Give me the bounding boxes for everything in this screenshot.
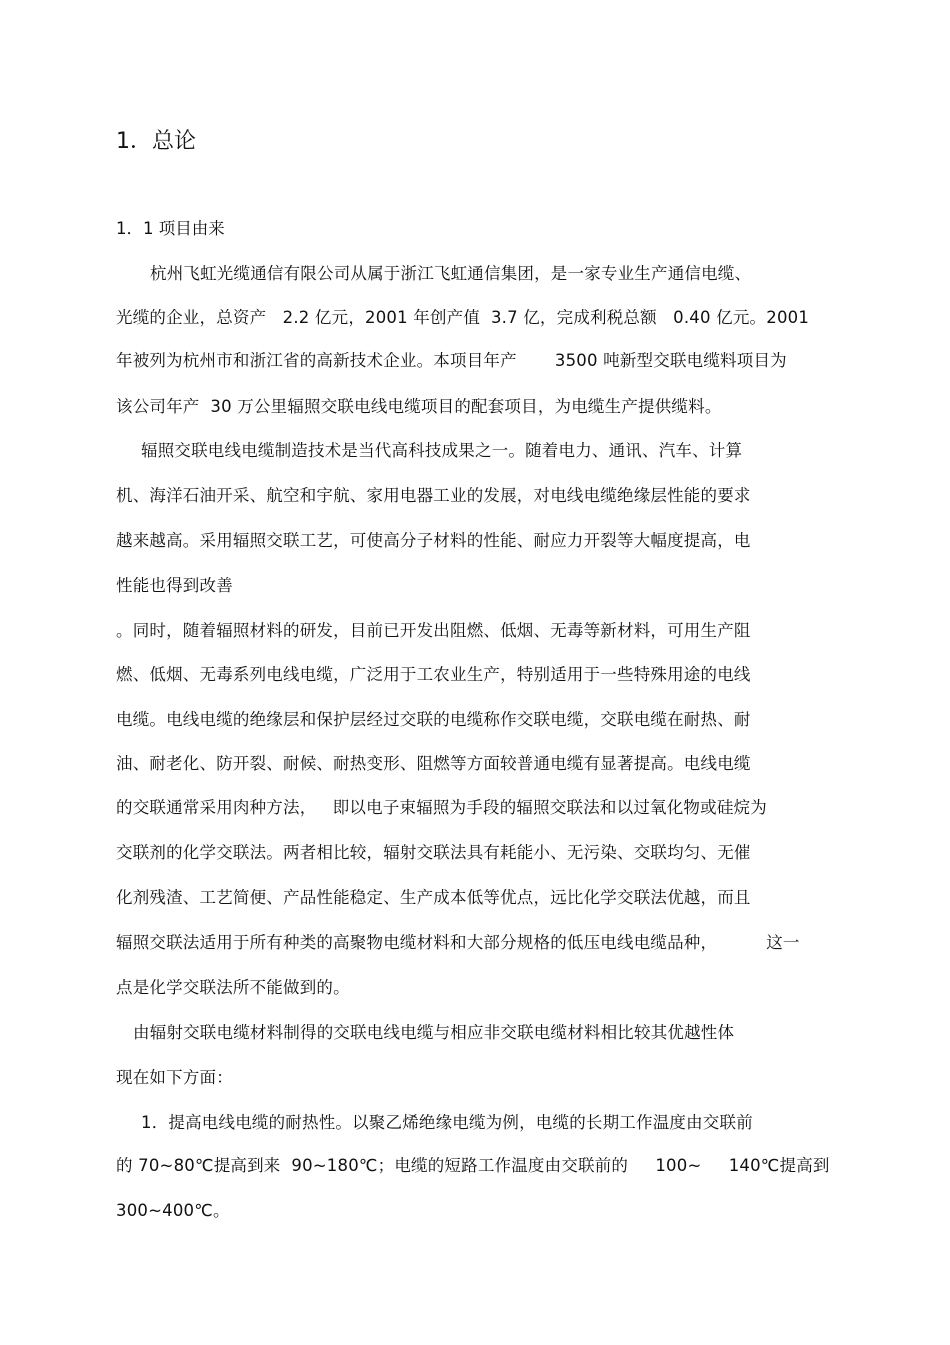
paragraph-line: 杭州飞虹光缆通信有限公司从属于浙江飞虹通信集团，是一家专业生产通信电缆、 (150, 264, 752, 283)
paragraph-line: 光缆的企业，总资产 2.2 亿元，2001 年创产值 3.7 亿，完成利税总额 0.40 亿元。2001 (116, 308, 810, 327)
paragraph-line: 由辐射交联电缆材料制得的交联电线电缆与相应非交联电缆材料相比较其优越性体 (133, 1023, 735, 1042)
paragraph-line: 年被列为杭州市和浙江省的高新技术企业。本项目年产 3500 吨新型交联电缆料项目为 (116, 351, 787, 370)
section-heading: 1．总论 (116, 129, 196, 154)
paragraph-line: 交联剂的化学交联法。两者相比较，辐射交联法具有耗能小、无污染、交联均匀、无催 (116, 843, 751, 862)
paragraph-line: 化剂残渣、工艺简便、产品性能稳定、生产成本低等优点，远比化学交联法优越，而且 (116, 888, 751, 907)
paragraph-line: 电缆。电线电缆的绝缘层和保护层经过交联的电缆称作交联电缆，交联电缆在耐热、耐 (116, 710, 751, 729)
paragraph-line: 点是化学交联法所不能做到的。 (116, 978, 350, 997)
paragraph-line: 辐照交联法适用于所有种类的高聚物电缆材料和大部分规格的低压电线电缆品种， 这一 (116, 933, 800, 952)
paragraph-line: 性能也得到改善 (116, 576, 233, 595)
paragraph-line: 机、海洋石油开采、航空和宇航、家用电器工业的发展，对电线电缆绝缘层性能的要求 (116, 486, 751, 505)
subsection-heading: 1．1 项目由来 (116, 219, 225, 238)
paragraph-line: 的 70~80℃提高到来 90~180℃；电缆的短路工作温度由交联前的 100~ 140℃提高到 (116, 1156, 830, 1175)
paragraph-line: 辐照交联电线电缆制造技术是当代高科技成果之一。随着电力、通讯、汽车、计算 (141, 441, 743, 460)
paragraph-line: 的交联通常采用肉种方法， 即以电子束辐照为手段的辐照交联法和以过氧化物或硅烷为 (116, 798, 767, 817)
paragraph-line: 越来越高。采用辐照交联工艺，可使高分子材料的性能、耐应力开裂等大幅度提高，电 (116, 531, 751, 550)
paragraph-line: 该公司年产 30 万公里辐照交联电线电缆项目的配套项目，为电缆生产提供缆料。 (116, 397, 722, 416)
paragraph-line: 现在如下方面： (116, 1068, 233, 1087)
paragraph-line: 1．提高电线电缆的耐热性。以聚乙烯绝缘电缆为例，电缆的长期工作温度由交联前 (141, 1113, 753, 1132)
paragraph-line: 。同时，随着辐照材料的研发，目前已开发出阻燃、低烟、无毒等新材料，可用生产阻 (116, 621, 751, 640)
paragraph-line: 300~400℃。 (116, 1201, 230, 1220)
paragraph-line: 油、耐老化、防开裂、耐候、耐热变形、阻燃等方面较普通电缆有显著提高。电线电缆 (116, 754, 751, 773)
paragraph-line: 燃、低烟、无毒系列电线电缆，广泛用于工农业生产，特别适用于一些特殊用途的电线 (116, 665, 751, 684)
